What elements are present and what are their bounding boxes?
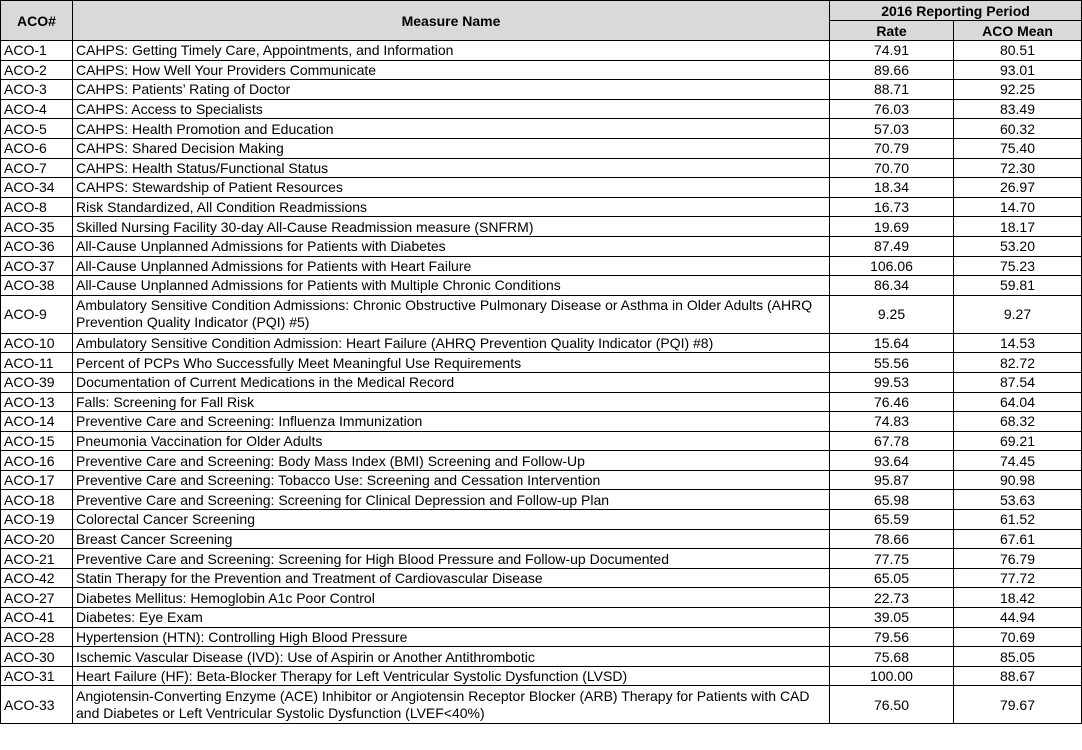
measure-name-cell: Skilled Nursing Facility 30-day All-Cause Readmission measure (SNFRM) xyxy=(73,217,830,237)
rate-cell: 79.56 xyxy=(830,627,954,647)
aco-id-cell: ACO-18 xyxy=(1,490,73,510)
aco-id-cell: ACO-14 xyxy=(1,412,73,432)
rate-cell: 65.59 xyxy=(830,510,954,530)
aco-mean-cell: 74.45 xyxy=(954,451,1082,471)
rate-cell: 22.73 xyxy=(830,588,954,608)
measure-name-cell: All-Cause Unplanned Admissions for Patients with Diabetes xyxy=(73,236,830,256)
measure-name-cell: Percent of PCPs Who Successfully Meet Meaningful Use Requirements xyxy=(73,353,830,373)
aco-id-cell: ACO-37 xyxy=(1,256,73,276)
table-row xyxy=(1,217,1082,237)
aco-mean-cell: 75.23 xyxy=(954,256,1082,276)
table-row xyxy=(1,256,1082,276)
aco-mean-cell: 70.69 xyxy=(954,627,1082,647)
aco-mean-cell: 85.05 xyxy=(954,647,1082,667)
aco-id-cell: ACO-8 xyxy=(1,197,73,217)
aco-id-cell: ACO-35 xyxy=(1,217,73,237)
measure-name-cell: Preventive Care and Screening: Screening for Clinical Depression and Follow-up Plan xyxy=(73,490,830,510)
measure-name-cell: All-Cause Unplanned Admissions for Patients with Heart Failure xyxy=(73,256,830,276)
rate-cell: 87.49 xyxy=(830,236,954,256)
table-row xyxy=(1,412,1082,432)
rate-cell: 77.75 xyxy=(830,549,954,569)
rate-cell: 93.64 xyxy=(830,451,954,471)
aco-mean-cell: 82.72 xyxy=(954,353,1082,373)
measure-name-cell: Diabetes Mellitus: Hemoglobin A1c Poor Control xyxy=(73,588,830,608)
table-row xyxy=(1,510,1082,530)
aco-id-cell: ACO-9 xyxy=(1,295,73,333)
measure-name-cell: Ambulatory Sensitive Condition Admissions: Chronic Obstructive Pulmonary Disease or Asthma in Older Adults (AHRQ Prevention Quality Indicator (PQI) #5) xyxy=(73,295,830,333)
table-row xyxy=(1,138,1082,158)
measure-name-cell: CAHPS: Health Promotion and Education xyxy=(73,119,830,139)
aco-id-cell: ACO-30 xyxy=(1,647,73,667)
aco-mean-cell: 80.51 xyxy=(954,41,1082,61)
aco-id-cell: ACO-13 xyxy=(1,392,73,412)
measure-name-cell: Preventive Care and Screening: Screening for High Blood Pressure and Follow-up Documented xyxy=(73,549,830,569)
aco-mean-cell: 14.53 xyxy=(954,333,1082,353)
rate-cell: 76.03 xyxy=(830,99,954,119)
aco-id-cell: ACO-41 xyxy=(1,608,73,628)
aco-id-cell: ACO-34 xyxy=(1,178,73,198)
rate-cell: 86.34 xyxy=(830,276,954,296)
aco-id-cell: ACO-19 xyxy=(1,510,73,530)
aco-mean-cell: 68.32 xyxy=(954,412,1082,432)
aco-mean-cell: 60.32 xyxy=(954,119,1082,139)
aco-mean-cell: 77.72 xyxy=(954,568,1082,588)
aco-id-cell: ACO-33 xyxy=(1,686,73,724)
measure-name-cell: Statin Therapy for the Prevention and Treatment of Cardiovascular Disease xyxy=(73,568,830,588)
aco-mean-cell: 69.21 xyxy=(954,431,1082,451)
table-row xyxy=(1,99,1082,119)
aco-id-cell: ACO-7 xyxy=(1,158,73,178)
aco-mean-cell: 44.94 xyxy=(954,608,1082,628)
measure-name-cell: Preventive Care and Screening: Influenza Immunization xyxy=(73,412,830,432)
measure-name-cell: All-Cause Unplanned Admissions for Patients with Multiple Chronic Conditions xyxy=(73,276,830,296)
table-row xyxy=(1,627,1082,647)
reporting-period-header: 2016 Reporting Period xyxy=(830,1,1082,21)
aco-mean-cell: 14.70 xyxy=(954,197,1082,217)
aco-mean-cell: 67.61 xyxy=(954,529,1082,549)
measure-name-cell: CAHPS: Stewardship of Patient Resources xyxy=(73,178,830,198)
aco-mean-cell: 75.40 xyxy=(954,138,1082,158)
table-row xyxy=(1,236,1082,256)
measure-name-cell: Ischemic Vascular Disease (IVD): Use of Aspirin or Another Antithrombotic xyxy=(73,647,830,667)
measure-name-cell: CAHPS: How Well Your Providers Communicate xyxy=(73,60,830,80)
rate-cell: 95.87 xyxy=(830,470,954,490)
aco-mean-cell: 87.54 xyxy=(954,372,1082,392)
rate-cell: 65.98 xyxy=(830,490,954,510)
rate-cell: 55.56 xyxy=(830,353,954,373)
measure-name-cell: Documentation of Current Medications in the Medical Record xyxy=(73,372,830,392)
table-row xyxy=(1,392,1082,412)
rate-cell: 76.46 xyxy=(830,392,954,412)
rate-cell: 106.06 xyxy=(830,256,954,276)
aco-mean-column-header: ACO Mean xyxy=(954,21,1082,41)
table-row xyxy=(1,295,1082,333)
aco-mean-cell: 53.20 xyxy=(954,236,1082,256)
table-row xyxy=(1,568,1082,588)
table-row xyxy=(1,529,1082,549)
table-row xyxy=(1,490,1082,510)
aco-mean-cell: 72.30 xyxy=(954,158,1082,178)
aco-id-cell: ACO-27 xyxy=(1,588,73,608)
measure-name-cell: Colorectal Cancer Screening xyxy=(73,510,830,530)
aco-id-cell: ACO-15 xyxy=(1,431,73,451)
table-row xyxy=(1,60,1082,80)
measure-name-cell: CAHPS: Patients’ Rating of Doctor xyxy=(73,80,830,100)
table-row xyxy=(1,80,1082,100)
aco-mean-cell: 76.79 xyxy=(954,549,1082,569)
table-row xyxy=(1,158,1082,178)
measure-name-cell: Hypertension (HTN): Controlling High Blood Pressure xyxy=(73,627,830,647)
measure-name-cell: Preventive Care and Screening: Body Mass Index (BMI) Screening and Follow-Up xyxy=(73,451,830,471)
table-row xyxy=(1,372,1082,392)
rate-cell: 78.66 xyxy=(830,529,954,549)
aco-mean-cell: 18.17 xyxy=(954,217,1082,237)
rate-cell: 18.34 xyxy=(830,178,954,198)
aco-mean-cell: 90.98 xyxy=(954,470,1082,490)
rate-cell: 19.69 xyxy=(830,217,954,237)
rate-cell: 70.70 xyxy=(830,158,954,178)
rate-column-header: Rate xyxy=(830,21,954,41)
aco-id-cell: ACO-42 xyxy=(1,568,73,588)
aco-mean-cell: 93.01 xyxy=(954,60,1082,80)
table-row xyxy=(1,197,1082,217)
table-row xyxy=(1,588,1082,608)
aco-mean-cell: 61.52 xyxy=(954,510,1082,530)
aco-id-cell: ACO-2 xyxy=(1,60,73,80)
table-row xyxy=(1,549,1082,569)
measure-name-cell: Risk Standardized, All Condition Readmissions xyxy=(73,197,830,217)
rate-cell: 74.91 xyxy=(830,41,954,61)
rate-cell: 16.73 xyxy=(830,197,954,217)
table-row xyxy=(1,608,1082,628)
aco-id-cell: ACO-38 xyxy=(1,276,73,296)
measure-name-cell: CAHPS: Access to Specialists xyxy=(73,99,830,119)
aco-id-cell: ACO-11 xyxy=(1,353,73,373)
table-row xyxy=(1,333,1082,353)
rate-cell: 76.50 xyxy=(830,686,954,724)
table-row xyxy=(1,178,1082,198)
measure-name-cell: Pneumonia Vaccination for Older Adults xyxy=(73,431,830,451)
table-row xyxy=(1,119,1082,139)
aco-id-cell: ACO-5 xyxy=(1,119,73,139)
rate-cell: 74.83 xyxy=(830,412,954,432)
aco-mean-cell: 83.49 xyxy=(954,99,1082,119)
measure-name-cell: Angiotensin-Converting Enzyme (ACE) Inhibitor or Angiotensin Receptor Blocker (ARB) Therapy for Patients with CAD and Diabetes or Left Ventricular Systolic Dysfunction (LVEF<40%) xyxy=(73,686,830,724)
measure-name-cell: CAHPS: Health Status/Functional Status xyxy=(73,158,830,178)
aco-id-cell: ACO-21 xyxy=(1,549,73,569)
rate-cell: 15.64 xyxy=(830,333,954,353)
measure-name-column-header: Measure Name xyxy=(73,1,830,41)
aco-mean-cell: 64.04 xyxy=(954,392,1082,412)
rate-cell: 39.05 xyxy=(830,608,954,628)
aco-id-cell: ACO-1 xyxy=(1,41,73,61)
measure-name-cell: Breast Cancer Screening xyxy=(73,529,830,549)
aco-column-header: ACO# xyxy=(1,1,73,41)
rate-cell: 100.00 xyxy=(830,666,954,686)
aco-id-cell: ACO-17 xyxy=(1,470,73,490)
measure-name-cell: Falls: Screening for Fall Risk xyxy=(73,392,830,412)
aco-id-cell: ACO-3 xyxy=(1,80,73,100)
table-row xyxy=(1,451,1082,471)
aco-id-cell: ACO-31 xyxy=(1,666,73,686)
aco-id-cell: ACO-16 xyxy=(1,451,73,471)
rate-cell: 57.03 xyxy=(830,119,954,139)
aco-mean-cell: 92.25 xyxy=(954,80,1082,100)
table-row xyxy=(1,686,1082,724)
aco-id-cell: ACO-36 xyxy=(1,236,73,256)
rate-cell: 89.66 xyxy=(830,60,954,80)
measure-name-cell: Heart Failure (HF): Beta-Blocker Therapy for Left Ventricular Systolic Dysfunction (LVSD) xyxy=(73,666,830,686)
aco-mean-cell: 79.67 xyxy=(954,686,1082,724)
rate-cell: 75.68 xyxy=(830,647,954,667)
aco-mean-cell: 9.27 xyxy=(954,295,1082,333)
rate-cell: 9.25 xyxy=(830,295,954,333)
table-row xyxy=(1,41,1082,61)
table-row xyxy=(1,276,1082,296)
aco-mean-cell: 88.67 xyxy=(954,666,1082,686)
measure-name-cell: CAHPS: Shared Decision Making xyxy=(73,138,830,158)
rate-cell: 99.53 xyxy=(830,372,954,392)
measure-name-cell: CAHPS: Getting Timely Care, Appointments, and Information xyxy=(73,41,830,61)
rate-cell: 88.71 xyxy=(830,80,954,100)
rate-cell: 70.79 xyxy=(830,138,954,158)
rate-cell: 65.05 xyxy=(830,568,954,588)
measure-name-cell: Preventive Care and Screening: Tobacco Use: Screening and Cessation Intervention xyxy=(73,470,830,490)
aco-id-cell: ACO-39 xyxy=(1,372,73,392)
aco-id-cell: ACO-20 xyxy=(1,529,73,549)
aco-id-cell: ACO-6 xyxy=(1,138,73,158)
table-row xyxy=(1,666,1082,686)
rate-cell: 67.78 xyxy=(830,431,954,451)
aco-id-cell: ACO-4 xyxy=(1,99,73,119)
measure-name-cell: Ambulatory Sensitive Condition Admission: Heart Failure (AHRQ Prevention Quality Indicator (PQI) #8) xyxy=(73,333,830,353)
aco-mean-cell: 53.63 xyxy=(954,490,1082,510)
aco-mean-cell: 26.97 xyxy=(954,178,1082,198)
table-row xyxy=(1,470,1082,490)
aco-mean-cell: 18.42 xyxy=(954,588,1082,608)
measure-name-cell: Diabetes: Eye Exam xyxy=(73,608,830,628)
aco-id-cell: ACO-28 xyxy=(1,627,73,647)
table-row xyxy=(1,431,1082,451)
aco-mean-cell: 59.81 xyxy=(954,276,1082,296)
aco-id-cell: ACO-10 xyxy=(1,333,73,353)
table-row xyxy=(1,353,1082,373)
table-row xyxy=(1,647,1082,667)
